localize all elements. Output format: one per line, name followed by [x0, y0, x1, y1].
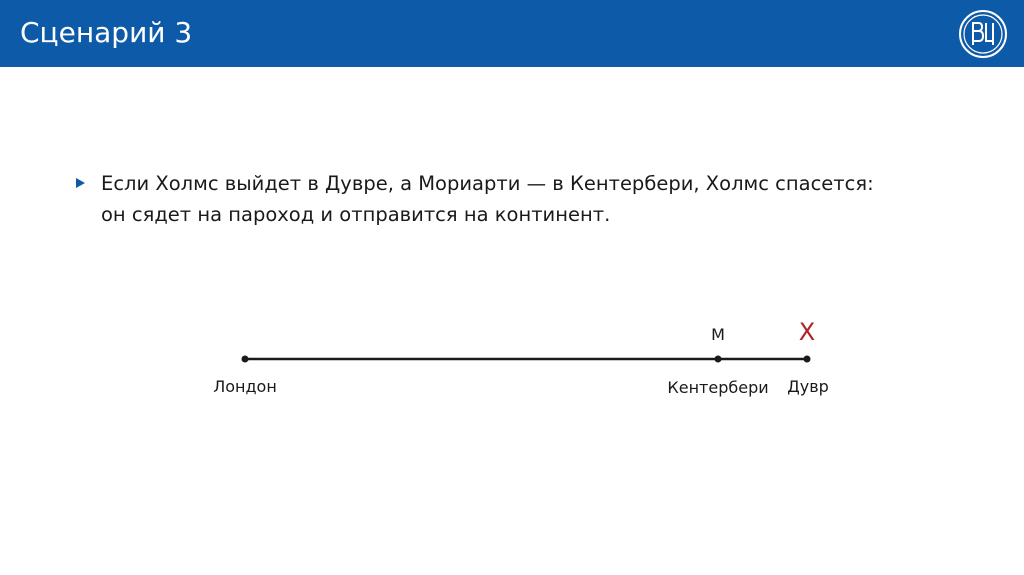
bullet-text [101, 168, 931, 230]
holmes-marker: Х [798, 318, 816, 346]
canterbury-label: Кентербери [667, 378, 769, 397]
london-point [242, 356, 249, 363]
slide-header [0, 0, 1024, 67]
slide-title: Сценарий 3 [20, 16, 193, 49]
london-label: Лондон [213, 377, 277, 396]
bullet-text-line-2: он сядет на пароход и отправится на континент. [101, 203, 611, 226]
dover-label: Дувр [787, 377, 829, 396]
route-diagram [0, 300, 1024, 420]
bullet-text-line-1: Если Холмс выйдет в Дувре, а Мориарти — в Кентербери, Холмс спасется: [101, 172, 874, 195]
moriarty-marker: М [711, 325, 725, 344]
bullet-arrow-icon [76, 178, 85, 188]
dover-point [804, 356, 811, 363]
canterbury-point [715, 356, 722, 363]
university-emblem-icon [958, 9, 1008, 59]
